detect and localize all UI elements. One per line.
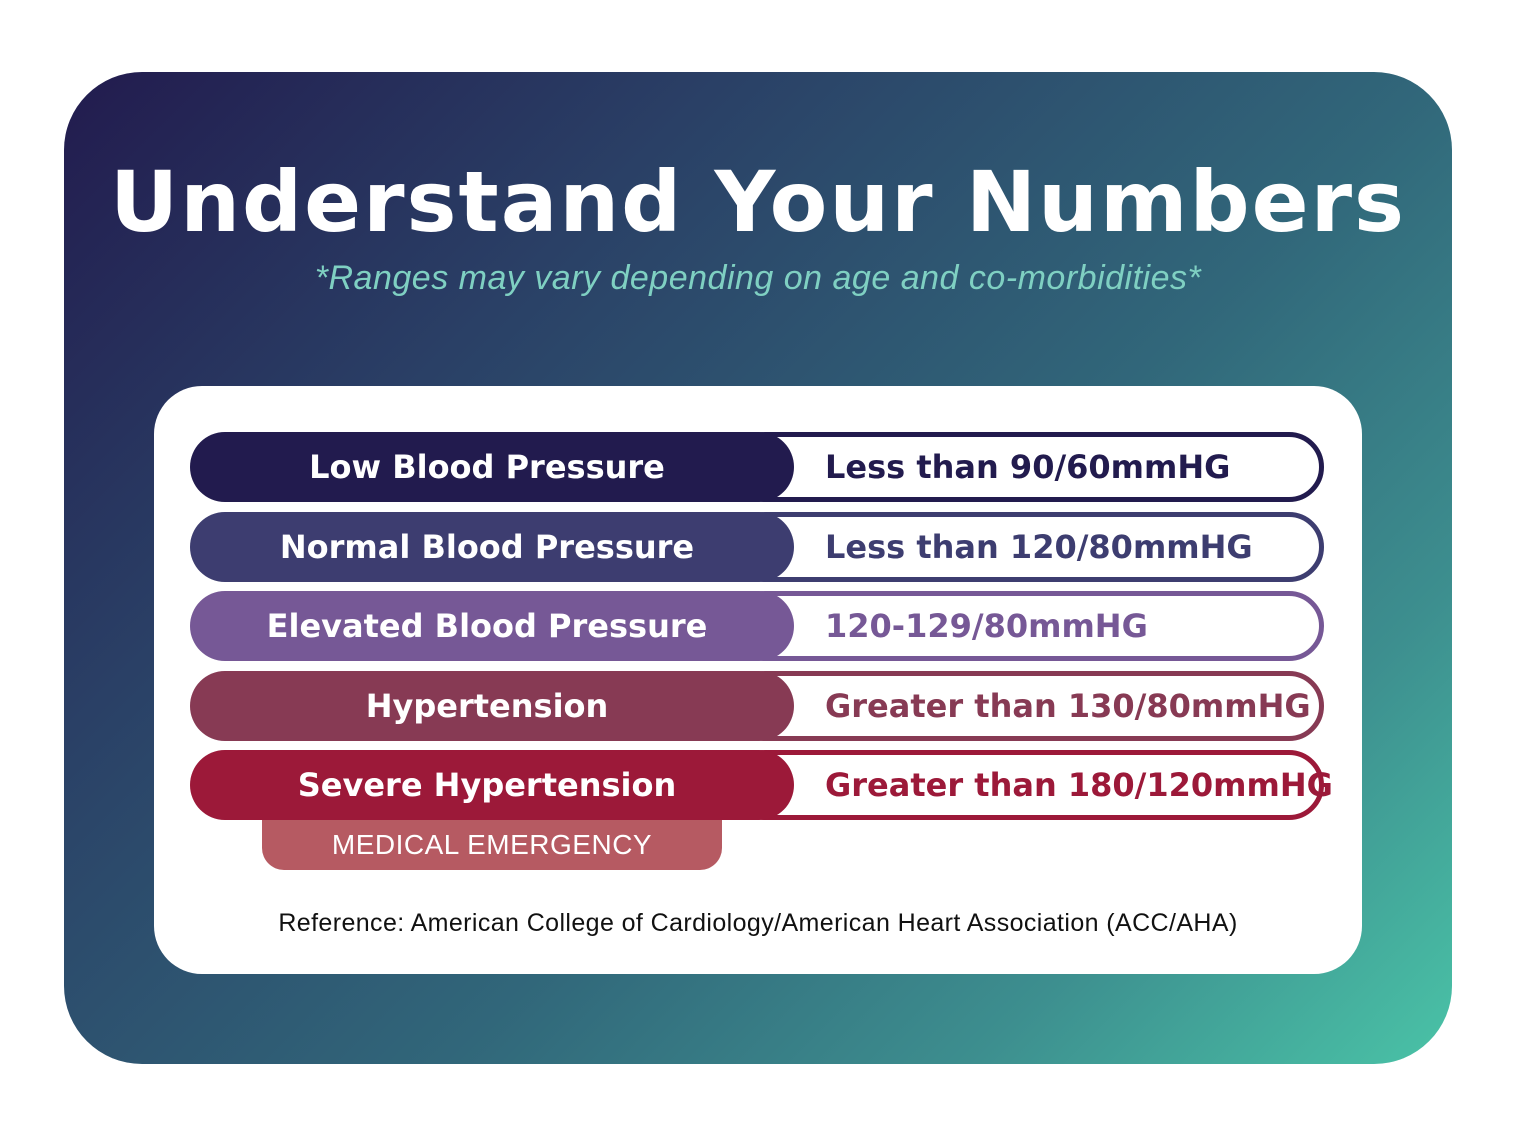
range-row-severe <box>190 750 1333 820</box>
range-label-box <box>190 671 794 741</box>
range-value: Greater than 180/120mmHG <box>825 766 1333 804</box>
range-value-box <box>730 671 1324 741</box>
range-value-box <box>730 432 1324 502</box>
range-label-box <box>190 750 794 820</box>
range-label: Low Blood Pressure <box>309 448 665 486</box>
range-row-elevated <box>190 591 1324 661</box>
range-row-hypertension <box>190 671 1324 741</box>
range-value: Greater than 130/80mmHG <box>825 687 1311 725</box>
range-label: Normal Blood Pressure <box>279 528 695 566</box>
range-label: Hypertension <box>365 687 609 725</box>
medical-emergency-tab: MEDICAL EMERGENCY <box>262 820 722 870</box>
range-label-box <box>190 591 794 661</box>
range-row-low <box>190 432 1324 502</box>
page-subtitle: *Ranges may vary depending on age and co-morbidities* <box>314 259 1202 297</box>
range-label-box <box>190 432 794 502</box>
range-value-box <box>730 512 1324 582</box>
range-row-normal <box>190 512 1324 582</box>
page-title: Understand Your Numbers <box>110 153 1406 251</box>
range-value: Less than 90/60mmHG <box>825 448 1231 486</box>
range-value-box <box>730 750 1333 820</box>
reference-note: Reference: American College of Cardiology/American Heart Association (ACC/AHA) <box>278 909 1238 937</box>
range-label: Severe Hypertension <box>297 766 677 804</box>
range-value: Less than 120/80mmHG <box>825 528 1253 566</box>
range-label: Elevated Blood Pressure <box>266 607 708 645</box>
range-label-box <box>190 512 794 582</box>
range-value: 120-129/80mmHG <box>825 607 1148 645</box>
infographic-card <box>64 72 1452 1064</box>
ranges-panel <box>154 386 1362 974</box>
range-value-box <box>730 591 1324 661</box>
